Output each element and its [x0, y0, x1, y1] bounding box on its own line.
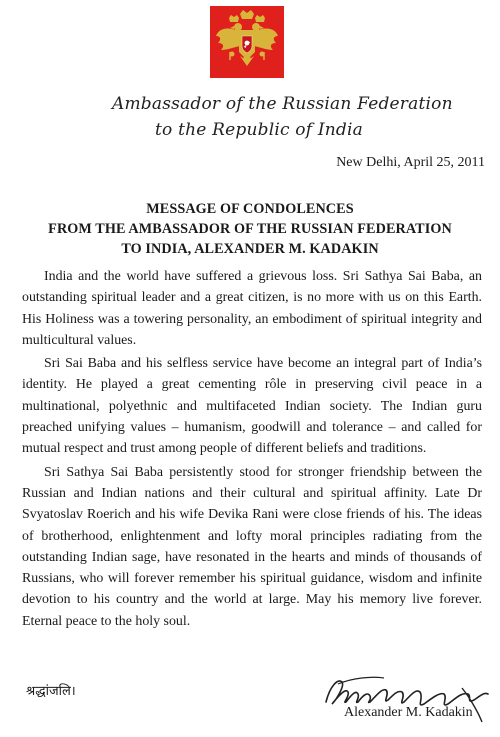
title-line-1: MESSAGE OF CONDOLENCES — [146, 201, 354, 217]
place-date: New Delhi, April 25, 2011 — [336, 155, 485, 170]
message-body — [22, 266, 482, 634]
title-line-2: FROM THE AMBASSADOR OF THE RUSSIAN FEDERATION — [48, 221, 452, 237]
paragraph-3: Sri Sathya Sai Baba persistently stood for stronger friendship between the Russian and Indian nations and their cultural and spiritual affinity. Late Dr Svyatoslav Roerich and his wife Devika Rani were close friends of his. The ideas of brotherhood, enlightenment and lofty moral principles radiating from the outstanding Indian sage, have resonated in the hearts and minds of thousands of Russians, who will forever remember his spiritual guidance, wisdom and infinite devotion to his country and the world at large. May his memory live forever. Eternal peace to the holy soul. — [22, 464, 482, 629]
paragraph-1: India and the world have suffered a grievous loss. Sri Sathya Sai Baba, an outstanding spiritual leader and a great citizen, is no more with us on this Earth. His Holiness was a towering personality, an embodiment of spiritual integrity and multicultural values. — [22, 269, 482, 348]
russian-coat-of-arms-icon — [210, 6, 284, 78]
signatory-name: Alexander M. Kadakin — [344, 705, 473, 720]
title-line-3: TO INDIA, ALEXANDER M. KADAKIN — [121, 241, 379, 257]
letterhead-line-2: to the Republic of India — [155, 120, 363, 140]
document-title — [0, 199, 500, 259]
closing-tribute: श्रद्धांजलि। — [26, 684, 76, 699]
paragraph-2: Sri Sai Baba and his selfless service have become an integral part of India’s identity. He played a great cementing rôle in preserving civil peace in a multinational, polyethnic and multifaceted Indian society. The Indian guru preached unifying values – humanism, goodwill and tolerance – and called for mutual respect and trust among people of different beliefs and traditions. — [22, 356, 482, 457]
letterhead-line-1: Ambassador of the Russian Federation — [112, 94, 453, 114]
